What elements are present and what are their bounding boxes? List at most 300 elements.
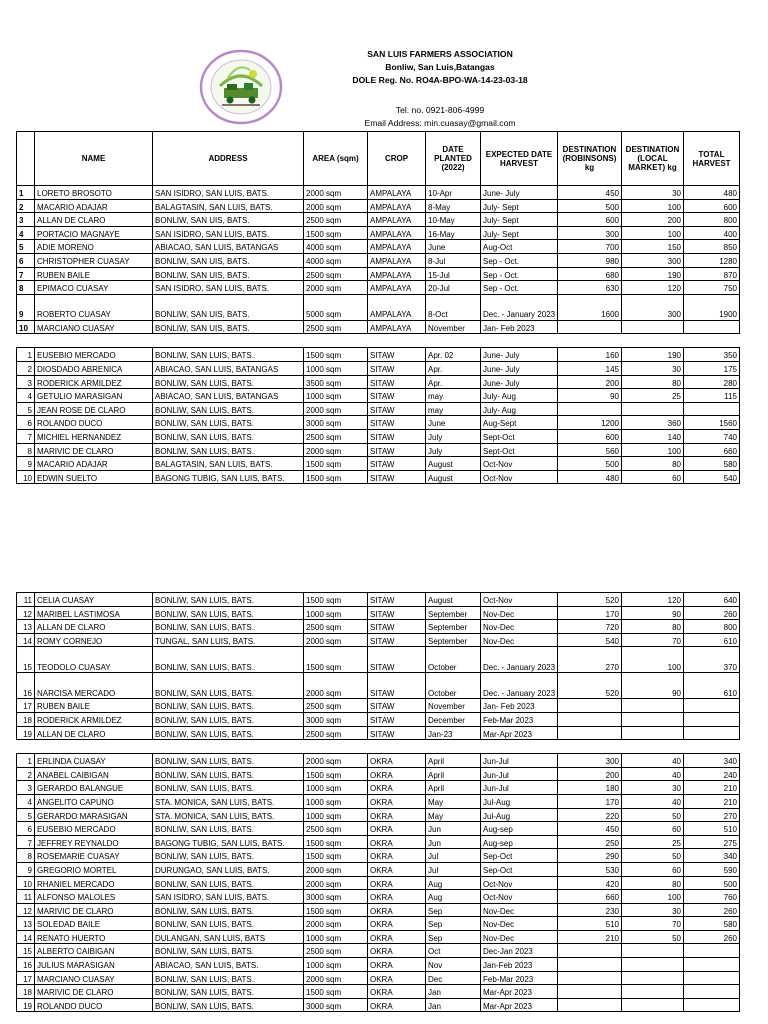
farmer-name: MACARIO ADAJAR bbox=[35, 457, 153, 471]
farmer-name: ALLAN DE CLARO bbox=[35, 213, 153, 227]
total-harvest: 510 bbox=[684, 822, 740, 836]
area: 1000 sqm bbox=[304, 781, 368, 795]
sitaw-okra-table bbox=[16, 592, 740, 1012]
crop: OKRA bbox=[368, 849, 426, 863]
crop: OKRA bbox=[368, 876, 426, 890]
dest-robinsons: 630 bbox=[558, 281, 622, 295]
area: 3000 sqm bbox=[304, 998, 368, 1012]
date-planted: Sep bbox=[426, 903, 481, 917]
total-harvest: 260 bbox=[684, 903, 740, 917]
dole-reg-no: DOLE Reg. No. RO4A-BPO-WA-14-23-03-18 bbox=[352, 75, 528, 85]
farmer-name: TEODOLO CUASAY bbox=[35, 647, 153, 673]
address: BONLIW, SAN UIS, BATS. bbox=[153, 267, 304, 281]
dest-local: 100 bbox=[622, 199, 684, 213]
col-dest-robinsons: DESTINATION (ROBINSONS) kg bbox=[558, 132, 622, 186]
crop: OKRA bbox=[368, 835, 426, 849]
total-harvest: 640 bbox=[684, 593, 740, 607]
dest-robinsons bbox=[558, 985, 622, 999]
farmer-name: ALLAN DE CLARO bbox=[35, 726, 153, 740]
area: 1500 sqm bbox=[304, 348, 368, 362]
address: STA. MONICA, SAN LUIS, BATS. bbox=[153, 808, 304, 822]
expected-harvest: Feb-Mar 2023 bbox=[481, 712, 558, 726]
farmer-name: JEAN ROSE DE CLARO bbox=[35, 402, 153, 416]
crop: OKRA bbox=[368, 930, 426, 944]
dest-local: 100 bbox=[622, 226, 684, 240]
expected-harvest: July- Aug bbox=[481, 402, 558, 416]
row-number: 3 bbox=[17, 375, 35, 389]
dest-local: 30 bbox=[622, 186, 684, 200]
area: 2500 sqm bbox=[304, 822, 368, 836]
area: 1500 sqm bbox=[304, 903, 368, 917]
date-planted: November bbox=[426, 699, 481, 713]
total-harvest: 800 bbox=[684, 620, 740, 634]
address: BONLIW, SAN LUIS, BATS. bbox=[153, 822, 304, 836]
date-planted: Jul bbox=[426, 849, 481, 863]
ampalaya-sitaw-table bbox=[16, 131, 740, 484]
dest-local: 100 bbox=[622, 647, 684, 673]
table-row bbox=[17, 876, 740, 890]
total-harvest: 275 bbox=[684, 835, 740, 849]
table-row bbox=[17, 361, 740, 375]
col-expected-harvest: EXPECTED DATE HARVEST bbox=[481, 132, 558, 186]
expected-harvest: Sept-Oct bbox=[481, 443, 558, 457]
farmer-name: ROMY CORNEJO bbox=[35, 633, 153, 647]
total-harvest: 590 bbox=[684, 862, 740, 876]
row-number: 12 bbox=[17, 606, 35, 620]
dest-robinsons: 520 bbox=[558, 593, 622, 607]
section-spacer bbox=[17, 334, 740, 348]
expected-harvest: June- July bbox=[481, 186, 558, 200]
address: BONLIW, SAN LUIS, BATS. bbox=[153, 971, 304, 985]
table-row bbox=[17, 606, 740, 620]
address: BONLIW, SAN LUIS, BATS. bbox=[153, 620, 304, 634]
dest-robinsons bbox=[558, 402, 622, 416]
total-harvest bbox=[684, 712, 740, 726]
expected-harvest: June- July bbox=[481, 348, 558, 362]
farmer-name: ALBERTO CAIBIGAN bbox=[35, 944, 153, 958]
area: 3000 sqm bbox=[304, 712, 368, 726]
dest-robinsons bbox=[558, 998, 622, 1012]
farmer-name: JEFFREY REYNALDO bbox=[35, 835, 153, 849]
dest-local: 40 bbox=[622, 767, 684, 781]
farmer-name: MARCIANO CUASAY bbox=[35, 971, 153, 985]
area: 4000 sqm bbox=[304, 253, 368, 267]
crop: SITAW bbox=[368, 470, 426, 484]
dest-robinsons: 600 bbox=[558, 213, 622, 227]
date-planted: Jul bbox=[426, 862, 481, 876]
area: 5000 sqm bbox=[304, 294, 368, 320]
area: 2000 sqm bbox=[304, 971, 368, 985]
farmer-name: GETULIO MARASIGAN bbox=[35, 389, 153, 403]
area: 1500 sqm bbox=[304, 470, 368, 484]
dest-local bbox=[622, 985, 684, 999]
area: 2500 sqm bbox=[304, 620, 368, 634]
date-planted: Sep bbox=[426, 930, 481, 944]
expected-harvest: Oct-Nov bbox=[481, 593, 558, 607]
table-row bbox=[17, 712, 740, 726]
total-harvest: 610 bbox=[684, 633, 740, 647]
date-planted: September bbox=[426, 620, 481, 634]
farmer-name: ANABEL CAIBIGAN bbox=[35, 767, 153, 781]
row-number: 8 bbox=[17, 443, 35, 457]
area: 1000 sqm bbox=[304, 361, 368, 375]
date-planted: September bbox=[426, 606, 481, 620]
total-harvest bbox=[684, 944, 740, 958]
dest-local: 60 bbox=[622, 822, 684, 836]
area: 1500 sqm bbox=[304, 985, 368, 999]
date-planted: Jun bbox=[426, 822, 481, 836]
total-harvest bbox=[684, 971, 740, 985]
dest-robinsons: 290 bbox=[558, 849, 622, 863]
date-planted: April bbox=[426, 767, 481, 781]
dest-local: 30 bbox=[622, 781, 684, 795]
address: BONLIW, SAN LUIS, BATS. bbox=[153, 876, 304, 890]
dest-robinsons bbox=[558, 958, 622, 972]
dest-robinsons: 530 bbox=[558, 862, 622, 876]
area: 3000 sqm bbox=[304, 416, 368, 430]
total-harvest: 870 bbox=[684, 267, 740, 281]
date-planted: 16-May bbox=[426, 226, 481, 240]
area: 1000 sqm bbox=[304, 808, 368, 822]
table-row bbox=[17, 781, 740, 795]
row-number: 7 bbox=[17, 267, 35, 281]
area: 2000 sqm bbox=[304, 281, 368, 295]
address: BONLIW, SAN LUIS, BATS. bbox=[153, 712, 304, 726]
dest-local: 90 bbox=[622, 673, 684, 699]
address: ABIACAO, SAN LUIS, BATANGAS bbox=[153, 389, 304, 403]
total-harvest bbox=[684, 402, 740, 416]
dest-local: 40 bbox=[622, 794, 684, 808]
crop: OKRA bbox=[368, 971, 426, 985]
total-harvest: 1280 bbox=[684, 253, 740, 267]
row-number: 6 bbox=[17, 253, 35, 267]
expected-harvest: Dec-Jan 2023 bbox=[481, 944, 558, 958]
crop: OKRA bbox=[368, 862, 426, 876]
total-harvest: 340 bbox=[684, 754, 740, 768]
row-number: 3 bbox=[17, 213, 35, 227]
dest-robinsons: 180 bbox=[558, 781, 622, 795]
dest-local: 140 bbox=[622, 429, 684, 443]
table-row bbox=[17, 998, 740, 1012]
row-number: 1 bbox=[17, 754, 35, 768]
dest-local: 80 bbox=[622, 876, 684, 890]
row-number: 19 bbox=[17, 726, 35, 740]
total-harvest: 1900 bbox=[684, 294, 740, 320]
dest-local: 80 bbox=[622, 375, 684, 389]
total-harvest: 400 bbox=[684, 226, 740, 240]
row-number: 7 bbox=[17, 835, 35, 849]
dest-robinsons: 90 bbox=[558, 389, 622, 403]
area: 1500 sqm bbox=[304, 647, 368, 673]
table-row bbox=[17, 633, 740, 647]
address: BONLIW, SAN LUIS, BATS. bbox=[153, 606, 304, 620]
dest-local: 60 bbox=[622, 470, 684, 484]
total-harvest: 580 bbox=[684, 917, 740, 931]
total-harvest: 115 bbox=[684, 389, 740, 403]
date-planted: Jun bbox=[426, 835, 481, 849]
crop: OKRA bbox=[368, 958, 426, 972]
total-harvest: 210 bbox=[684, 781, 740, 795]
expected-harvest: Nov-Dec bbox=[481, 620, 558, 634]
farmer-name: ROBERTO CUASAY bbox=[35, 294, 153, 320]
address: SAN ISIDRO, SAN LUIS, BATS. bbox=[153, 186, 304, 200]
table-row bbox=[17, 862, 740, 876]
crop: SITAW bbox=[368, 416, 426, 430]
dest-local: 50 bbox=[622, 849, 684, 863]
date-planted: 20-Jul bbox=[426, 281, 481, 295]
expected-harvest: July- Sept bbox=[481, 226, 558, 240]
expected-harvest: Nov-Dec bbox=[481, 606, 558, 620]
col-crop: CROP bbox=[368, 132, 426, 186]
date-planted: Apr. bbox=[426, 361, 481, 375]
dest-local bbox=[622, 699, 684, 713]
date-planted: September bbox=[426, 633, 481, 647]
dest-local: 70 bbox=[622, 917, 684, 931]
address: DULANGAN, SAN LUIS, BATS bbox=[153, 930, 304, 944]
table-row bbox=[17, 917, 740, 931]
col-date-planted: DATE PLANTED (2022) bbox=[426, 132, 481, 186]
dest-robinsons: 200 bbox=[558, 767, 622, 781]
col-dest-local: DESTINATION (LOCAL MARKET) kg bbox=[622, 132, 684, 186]
table-row bbox=[17, 348, 740, 362]
row-number: 10 bbox=[17, 470, 35, 484]
dest-robinsons: 300 bbox=[558, 754, 622, 768]
expected-harvest: Sep - Oct. bbox=[481, 253, 558, 267]
address: SAN ISIDRO, SAN LUIS, BATS. bbox=[153, 890, 304, 904]
col-name: NAME bbox=[35, 132, 153, 186]
crop: SITAW bbox=[368, 361, 426, 375]
date-planted: Aug bbox=[426, 876, 481, 890]
date-planted: April bbox=[426, 781, 481, 795]
expected-harvest: Nov-Dec bbox=[481, 903, 558, 917]
expected-harvest: July- Sept bbox=[481, 199, 558, 213]
crop: SITAW bbox=[368, 673, 426, 699]
farmer-name: RUBEN BAILE bbox=[35, 699, 153, 713]
dest-local: 70 bbox=[622, 633, 684, 647]
telephone: Tel. no. 0921-806-4999 bbox=[395, 105, 485, 115]
dest-local bbox=[622, 402, 684, 416]
total-harvest: 240 bbox=[684, 767, 740, 781]
dest-robinsons: 220 bbox=[558, 808, 622, 822]
table-row bbox=[17, 281, 740, 295]
date-planted: August bbox=[426, 470, 481, 484]
crop: OKRA bbox=[368, 822, 426, 836]
row-number: 7 bbox=[17, 429, 35, 443]
expected-harvest: Jun-Jul bbox=[481, 767, 558, 781]
crop: SITAW bbox=[368, 699, 426, 713]
row-number: 12 bbox=[17, 903, 35, 917]
area: 1500 sqm bbox=[304, 457, 368, 471]
expected-harvest: Jan- Feb 2023 bbox=[481, 320, 558, 334]
expected-harvest: Oct-Nov bbox=[481, 457, 558, 471]
header-row bbox=[17, 132, 740, 186]
row-number: 5 bbox=[17, 402, 35, 416]
address: ABIACAO, SAN LUIS, BATANGAS bbox=[153, 240, 304, 254]
address: STA. MONICA, SAN LUIS, BATS. bbox=[153, 794, 304, 808]
farmer-name: EUSEBIO MERCADO bbox=[35, 348, 153, 362]
crop: AMPALAYA bbox=[368, 199, 426, 213]
address: BONLIW, SAN LUIS, BATS. bbox=[153, 402, 304, 416]
crop: OKRA bbox=[368, 808, 426, 822]
crop: OKRA bbox=[368, 754, 426, 768]
col-number bbox=[17, 132, 35, 186]
table-row bbox=[17, 429, 740, 443]
address: TUNGAL, SAN LUIS, BATS. bbox=[153, 633, 304, 647]
dest-robinsons: 980 bbox=[558, 253, 622, 267]
farmer-name: MICHIEL HERNANDEZ bbox=[35, 429, 153, 443]
crop: AMPALAYA bbox=[368, 281, 426, 295]
crop: AMPALAYA bbox=[368, 253, 426, 267]
col-total-harvest: TOTAL HARVEST bbox=[684, 132, 740, 186]
farmer-name: ROSEMARIE CUASAY bbox=[35, 849, 153, 863]
dest-local bbox=[622, 958, 684, 972]
table-row bbox=[17, 443, 740, 457]
address: DURUNGAO, SAN LUIS, BATS. bbox=[153, 862, 304, 876]
row-number: 4 bbox=[17, 794, 35, 808]
area: 3500 sqm bbox=[304, 375, 368, 389]
area: 2000 sqm bbox=[304, 754, 368, 768]
total-harvest bbox=[684, 998, 740, 1012]
total-harvest: 175 bbox=[684, 361, 740, 375]
address: SAN ISIDRO, SAN LUIS, BATS. bbox=[153, 226, 304, 240]
dest-local bbox=[622, 726, 684, 740]
table-row bbox=[17, 213, 740, 227]
date-planted: June bbox=[426, 240, 481, 254]
expected-harvest: Jan- Feb 2023 bbox=[481, 699, 558, 713]
table-row bbox=[17, 240, 740, 254]
table-row bbox=[17, 835, 740, 849]
area: 2500 sqm bbox=[304, 726, 368, 740]
date-planted: Jan bbox=[426, 985, 481, 999]
row-number: 15 bbox=[17, 647, 35, 673]
crop: AMPALAYA bbox=[368, 267, 426, 281]
row-number: 16 bbox=[17, 958, 35, 972]
table-row bbox=[17, 470, 740, 484]
dest-local: 150 bbox=[622, 240, 684, 254]
table-row bbox=[17, 822, 740, 836]
row-number: 8 bbox=[17, 849, 35, 863]
address: BAGONG TUBIG, SAN LUIS, BATS. bbox=[153, 835, 304, 849]
expected-harvest: Jun-Jul bbox=[481, 754, 558, 768]
address: BALAGTASIN, SAN LUIS, BATS. bbox=[153, 457, 304, 471]
row-number: 1 bbox=[17, 348, 35, 362]
farmer-name: ALFONSO MALOLES bbox=[35, 890, 153, 904]
address: BONLIW, SAN LUIS, BATS. bbox=[153, 998, 304, 1012]
table-row bbox=[17, 849, 740, 863]
org-name: SAN LUIS FARMERS ASSOCIATION bbox=[367, 49, 513, 59]
col-address: ADDRESS bbox=[153, 132, 304, 186]
expected-harvest: June- July bbox=[481, 361, 558, 375]
date-planted: Dec bbox=[426, 971, 481, 985]
dest-local: 120 bbox=[622, 281, 684, 295]
table-row bbox=[17, 647, 740, 673]
dest-robinsons: 1600 bbox=[558, 294, 622, 320]
dest-robinsons: 145 bbox=[558, 361, 622, 375]
row-number: 14 bbox=[17, 930, 35, 944]
total-harvest: 760 bbox=[684, 890, 740, 904]
dest-local: 200 bbox=[622, 213, 684, 227]
table-row bbox=[17, 985, 740, 999]
table-row bbox=[17, 699, 740, 713]
table-row bbox=[17, 402, 740, 416]
dest-robinsons bbox=[558, 726, 622, 740]
row-number: 18 bbox=[17, 712, 35, 726]
farmer-name: DIOSDADO ABRENICA bbox=[35, 361, 153, 375]
dest-local: 30 bbox=[622, 903, 684, 917]
expected-harvest: June- July bbox=[481, 375, 558, 389]
farmer-name: ALLAN DE CLARO bbox=[35, 620, 153, 634]
area: 2000 sqm bbox=[304, 186, 368, 200]
dest-local: 40 bbox=[622, 754, 684, 768]
dest-local: 80 bbox=[622, 620, 684, 634]
date-planted: Sep bbox=[426, 917, 481, 931]
farmer-name: RODERICK ARMILDEZ bbox=[35, 375, 153, 389]
dest-local: 120 bbox=[622, 593, 684, 607]
area: 1000 sqm bbox=[304, 606, 368, 620]
dest-robinsons bbox=[558, 944, 622, 958]
dest-robinsons: 520 bbox=[558, 673, 622, 699]
address: BONLIW, SAN LUIS, BATS. bbox=[153, 593, 304, 607]
expected-harvest: Nov-Dec bbox=[481, 633, 558, 647]
crop: SITAW bbox=[368, 593, 426, 607]
address: BONLIW, SAN LUIS, BATS. bbox=[153, 375, 304, 389]
farmer-name: EDWIN SUELTO bbox=[35, 470, 153, 484]
expected-harvest: Dec. - January 2023 bbox=[481, 647, 558, 673]
expected-harvest: Aug-Oct bbox=[481, 240, 558, 254]
farmer-name: GERARDO BALANGUE bbox=[35, 781, 153, 795]
table-row bbox=[17, 593, 740, 607]
dest-robinsons bbox=[558, 699, 622, 713]
dest-local bbox=[622, 998, 684, 1012]
row-number: 9 bbox=[17, 294, 35, 320]
row-number: 8 bbox=[17, 281, 35, 295]
table-row bbox=[17, 267, 740, 281]
area: 1500 sqm bbox=[304, 767, 368, 781]
expected-harvest: Sep-Oct bbox=[481, 862, 558, 876]
date-planted: July bbox=[426, 443, 481, 457]
table-row bbox=[17, 794, 740, 808]
dest-robinsons: 720 bbox=[558, 620, 622, 634]
row-number: 14 bbox=[17, 633, 35, 647]
date-planted: Oct bbox=[426, 944, 481, 958]
area: 2500 sqm bbox=[304, 699, 368, 713]
area: 2000 sqm bbox=[304, 443, 368, 457]
farmer-name: ADIE MORENO bbox=[35, 240, 153, 254]
dest-robinsons: 270 bbox=[558, 647, 622, 673]
address: BONLIW, SAN LUIS, BATS. bbox=[153, 348, 304, 362]
table-row bbox=[17, 457, 740, 471]
farmer-name: NARCISA MERCADO bbox=[35, 673, 153, 699]
row-number: 1 bbox=[17, 186, 35, 200]
area: 1000 sqm bbox=[304, 794, 368, 808]
row-number: 2 bbox=[17, 199, 35, 213]
date-planted: October bbox=[426, 647, 481, 673]
crop: SITAW bbox=[368, 457, 426, 471]
email-address: Email Address: min.cuasay@gmail.com bbox=[364, 118, 516, 128]
dest-robinsons bbox=[558, 712, 622, 726]
dest-robinsons: 510 bbox=[558, 917, 622, 931]
table-row bbox=[17, 930, 740, 944]
crop: SITAW bbox=[368, 647, 426, 673]
date-planted: April bbox=[426, 754, 481, 768]
date-planted: Aug bbox=[426, 890, 481, 904]
address: BONLIW, SAN LUIS, BATS. bbox=[153, 849, 304, 863]
farmer-name: LORETO BROSOTO bbox=[35, 186, 153, 200]
crop: OKRA bbox=[368, 903, 426, 917]
date-planted: Apr. 02 bbox=[426, 348, 481, 362]
dest-local: 360 bbox=[622, 416, 684, 430]
total-harvest: 750 bbox=[684, 281, 740, 295]
